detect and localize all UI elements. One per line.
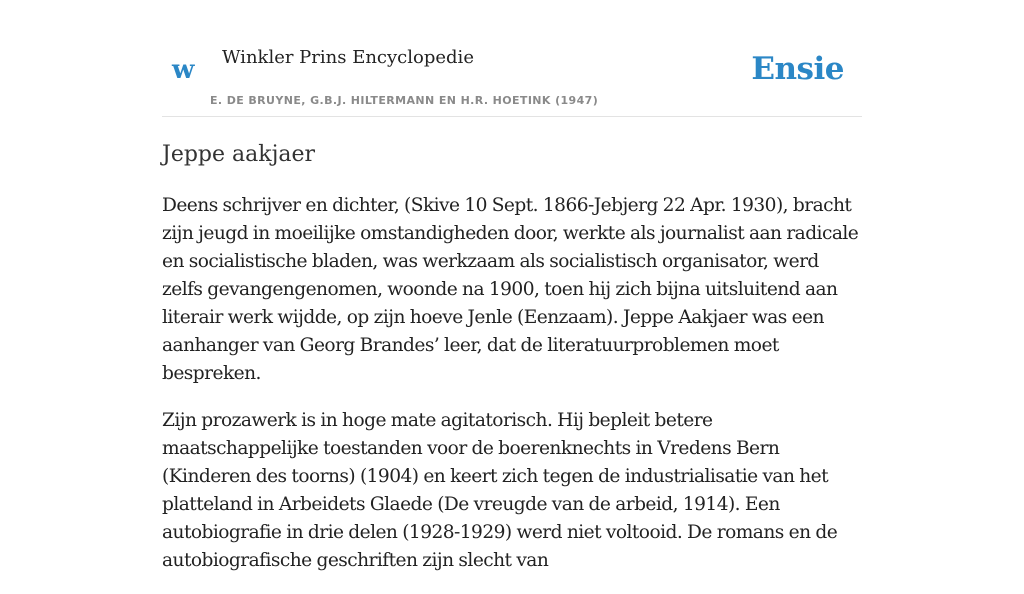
site-header (162, 0, 862, 117)
encyclopedia-title-link[interactable]: Winkler Prins Encyclopedie (222, 47, 474, 68)
article-title: Jeppe aakjaer (162, 142, 316, 167)
article-body (162, 192, 862, 594)
article-paragraph: Zijn prozawerk is in hoge mate agitatorisch. Hij bepleit betere maatschappelijke toestanden voor de boerenknechts in Vredens Bern (Kinderen des toorns) (1904) en keert zich tegen de industrialisatie van het platteland in Arbeidets Glaede (De vreugde van de arbeid, 1914). Een autobiografie in drie delen (1928-1929) werd niet voltooid. De romans en de autobiografische geschriften zijn slecht van (162, 410, 838, 571)
encyclopedia-logo-icon[interactable]: w (172, 55, 195, 85)
article-paragraph: Deens schrijver en dichter, (Skive 10 Sept. 1866-Jebjerg 22 Apr. 1930), bracht zijn jeugd in moeilijke omstandigheden door, werkte als journalist aan radicale en socialistische bladen, was werkzaam als socialistisch organisator, werd zelfs gevangengenomen, woonde na 1900, toen hij zich bijna uitsluitend aan literair werk wijdde, op zijn hoeve Jenle (Eenzaam). Jeppe Aakjaer was een aanhanger van Georg Brandes’ leer, dat de literatuurproblemen moet bespreken. (162, 195, 859, 384)
encyclopedia-authors: E. DE BRUYNE, G.B.J. HILTERMANN EN H.R. HOETINK (1947) (210, 94, 599, 107)
ensie-brand-logo[interactable]: Ensie (751, 51, 844, 87)
